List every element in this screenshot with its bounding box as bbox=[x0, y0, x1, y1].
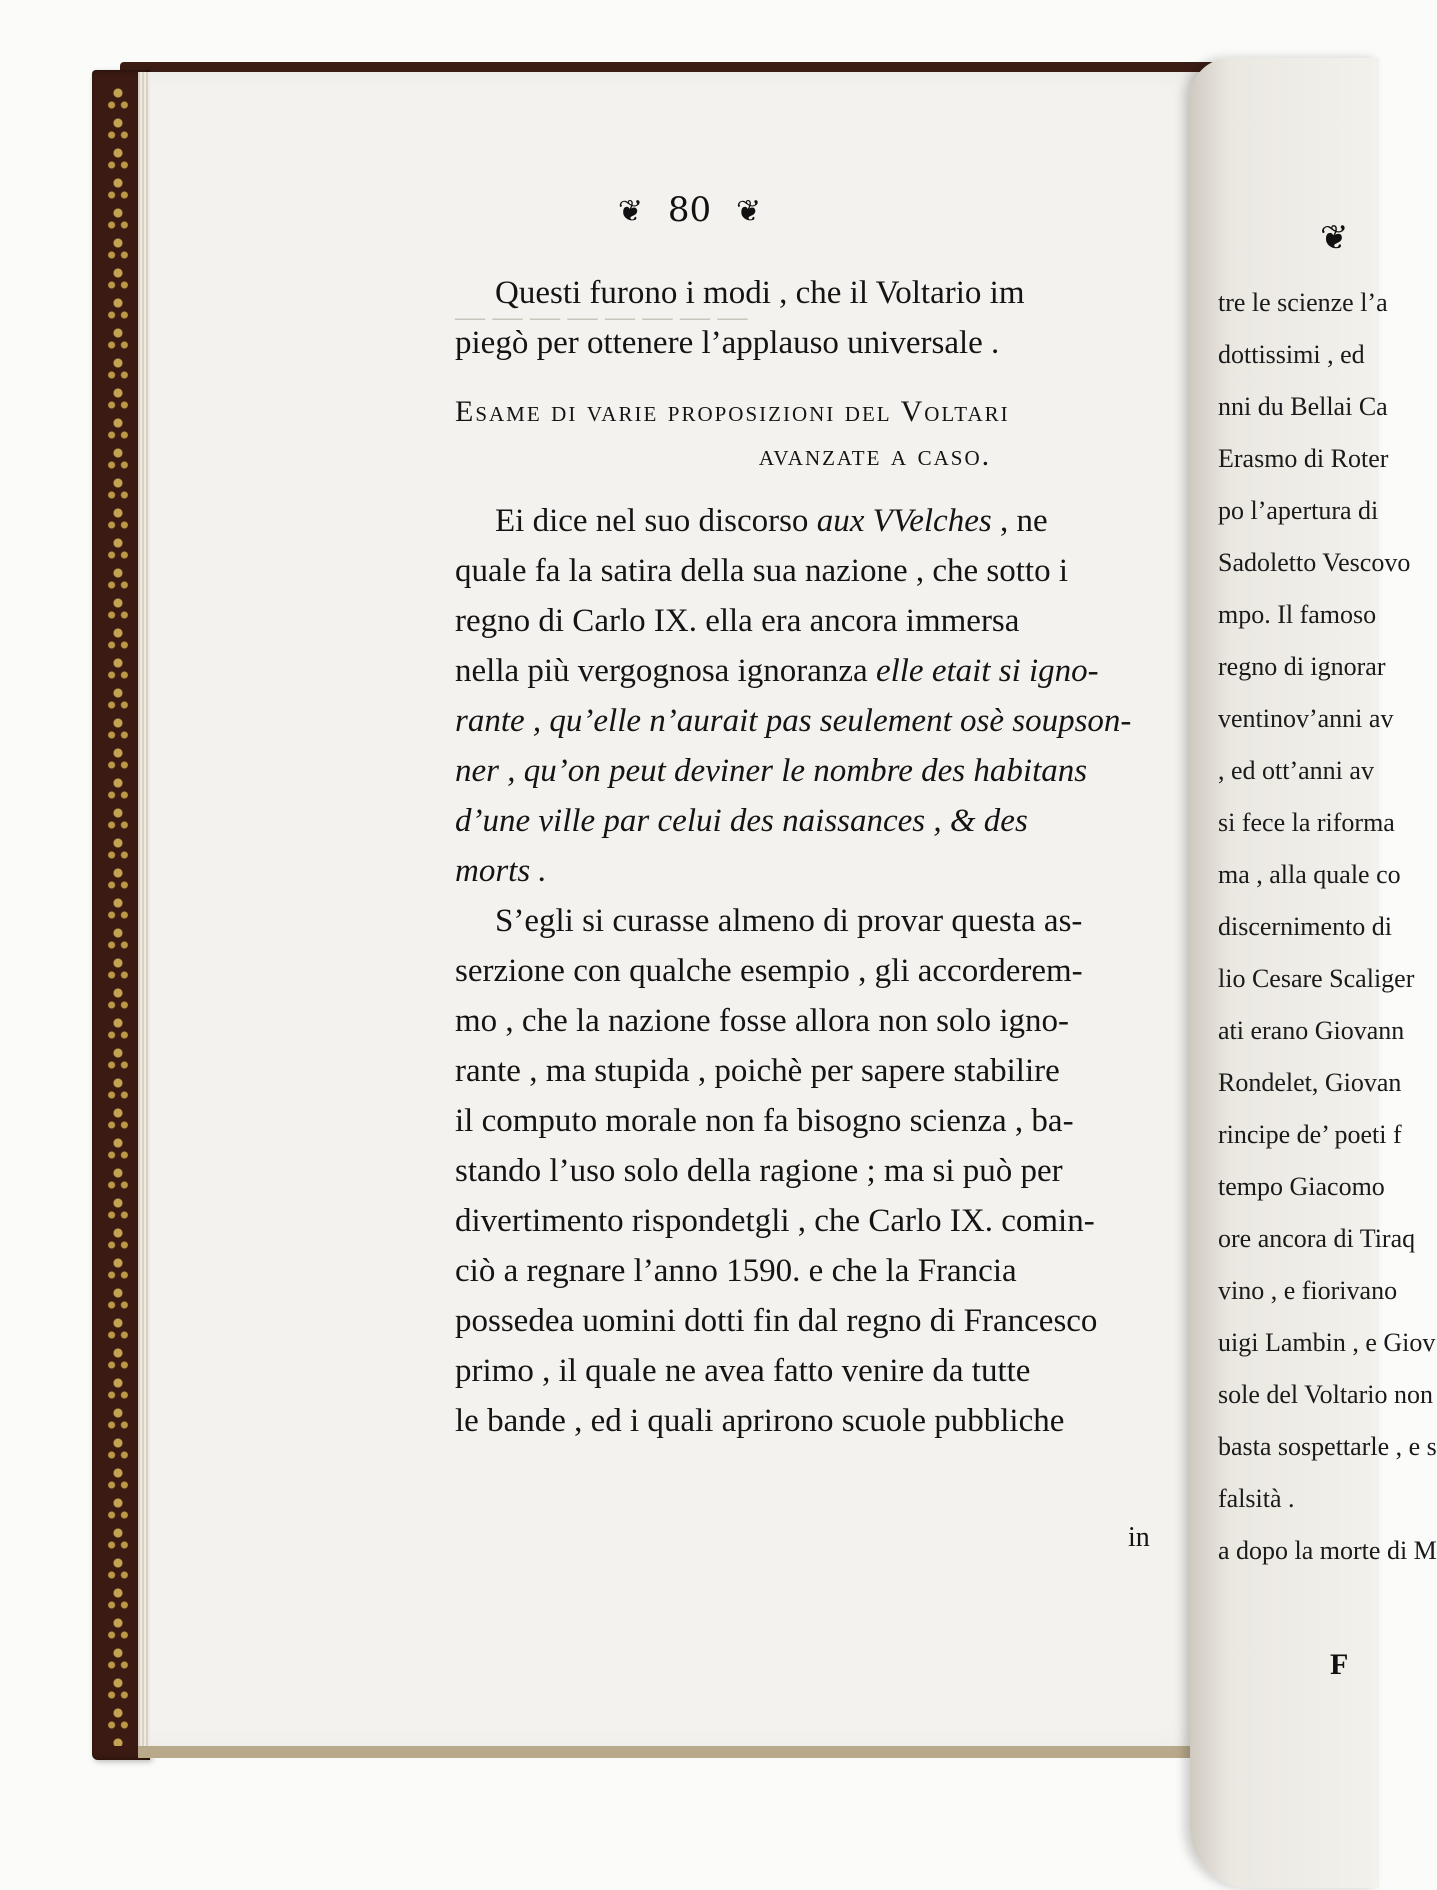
text-run: Ei dice nel suo discorso bbox=[495, 503, 817, 539]
signature-mark: F bbox=[1330, 1648, 1349, 1681]
facing-page-line: basta sospettarle , e s bbox=[1218, 1432, 1437, 1461]
facing-page-line: Erasmo di Roter bbox=[1218, 444, 1389, 473]
text-line: rante , ma stupida , poichè per sapere stabilire bbox=[455, 1053, 1060, 1089]
text-run: regno di Carlo IX. ella era ancora immersa bbox=[455, 603, 1020, 639]
catchword: in bbox=[1128, 1522, 1150, 1553]
facing-page-line: si fece la riforma bbox=[1218, 808, 1395, 837]
facing-page-line: regno di ignorar bbox=[1218, 652, 1386, 681]
text-line: Questi furono i modi , che il Voltario im bbox=[495, 275, 1025, 311]
italic-quote: rante , qu’elle n’aurait pas seulement osè soupson- bbox=[455, 703, 1132, 739]
facing-page-line: tempo Giacomo bbox=[1218, 1172, 1385, 1201]
facing-page-line: sole del Voltario non bbox=[1218, 1380, 1433, 1409]
gilt-ornament-band bbox=[102, 84, 134, 1746]
book-bottom-edge bbox=[138, 1746, 1218, 1758]
italic-quote: d’une ville par celui des naissances , & des bbox=[455, 803, 1028, 839]
text-line: divertimento rispondetgli , che Carlo IX. comin- bbox=[455, 1203, 1095, 1239]
section-heading-line2: avanzate a caso. bbox=[758, 439, 992, 472]
text-line bbox=[455, 496, 1195, 546]
facing-page-line: mpo. Il famoso bbox=[1218, 600, 1377, 629]
text-line bbox=[455, 796, 1195, 846]
facing-page-line: uigi Lambin , e Giov bbox=[1218, 1328, 1436, 1357]
section-heading: Esame di varie proposizioni del Voltari bbox=[455, 395, 1010, 428]
facing-page-line: lio Cesare Scaliger bbox=[1218, 964, 1415, 993]
facing-page-line: dottissimi , ed bbox=[1218, 340, 1365, 369]
facing-page-line: vino , e fiorivano bbox=[1218, 1276, 1398, 1305]
text-line: piegò per ottenere l’applauso universale . bbox=[455, 325, 1000, 361]
show-through-text: — — — — — — — — bbox=[455, 300, 748, 333]
page-number: 80 bbox=[667, 190, 712, 230]
text-line bbox=[455, 746, 1195, 796]
facing-page-line: ma , alla quale co bbox=[1218, 860, 1401, 889]
facing-page-line: ore ancora di Tiraq bbox=[1218, 1224, 1416, 1253]
text-run: quale fa la satira della sua nazione , che sotto i bbox=[455, 553, 1068, 589]
facing-page-line: tre le scienze l’a bbox=[1218, 288, 1388, 317]
body-text bbox=[455, 268, 1195, 1446]
text-line: stando l’uso solo della ragione ; ma si può per bbox=[455, 1153, 1063, 1189]
text-line: il computo morale non fa bisogno scienza , ba- bbox=[455, 1103, 1074, 1139]
text-line: serzione con qualche esempio , gli accorderem- bbox=[455, 953, 1083, 989]
italic-quote: ner , qu’on peut deviner le nombre des habitans bbox=[455, 753, 1088, 789]
italic-quote: aux VVelches bbox=[816, 503, 992, 539]
fleuron-right-icon: ❦ bbox=[735, 194, 762, 229]
facing-page-line: nni du Bellai Ca bbox=[1218, 392, 1388, 421]
text-line bbox=[455, 646, 1195, 696]
text-line bbox=[455, 596, 1195, 646]
text-run: nella più vergognosa ignoranza bbox=[455, 653, 876, 689]
facing-page-line: , ed ott’anni av bbox=[1218, 756, 1374, 785]
text-line: mo , che la nazione fosse allora non solo igno- bbox=[455, 1003, 1069, 1039]
text-line: le bande , ed i quali aprirono scuole pubbliche bbox=[455, 1403, 1065, 1439]
facing-page-line: Rondelet, Giovan bbox=[1218, 1068, 1402, 1097]
facing-page-line: Sadoletto Vescovo bbox=[1218, 548, 1411, 577]
italic-quote: elle etait si igno- bbox=[875, 653, 1099, 689]
text-line: ciò a regnare l’anno 1590. e che la Francia bbox=[455, 1253, 1017, 1289]
italic-quote: morts . bbox=[455, 853, 547, 889]
fleuron-left-icon: ❦ bbox=[617, 194, 644, 229]
text-line bbox=[455, 696, 1195, 746]
text-line: possedea uomini dotti fin dal regno di Francesco bbox=[455, 1303, 1098, 1339]
fleuron-icon: ❦ bbox=[1320, 218, 1349, 258]
right-page-curled bbox=[1190, 58, 1437, 1888]
facing-page-line: po l’apertura di bbox=[1218, 496, 1379, 525]
facing-page-line: ati erano Giovann bbox=[1218, 1016, 1405, 1045]
text-line bbox=[455, 846, 1195, 896]
facing-page-line: ventinov’anni av bbox=[1218, 704, 1394, 733]
page-header bbox=[0, 190, 1379, 230]
text-line: primo , il quale ne avea fatto venire da tutte bbox=[455, 1353, 1031, 1389]
facing-page-line: falsità . bbox=[1218, 1484, 1295, 1513]
text-line: S’egli si curasse almeno di provar questa as- bbox=[495, 903, 1083, 939]
facing-page-line: a dopo la morte di M bbox=[1218, 1536, 1437, 1565]
text-line bbox=[455, 546, 1195, 596]
facing-page-line: rincipe de’ poeti f bbox=[1218, 1120, 1402, 1149]
text-run: , ne bbox=[991, 503, 1048, 539]
facing-page-line: discernimento di bbox=[1218, 912, 1393, 941]
